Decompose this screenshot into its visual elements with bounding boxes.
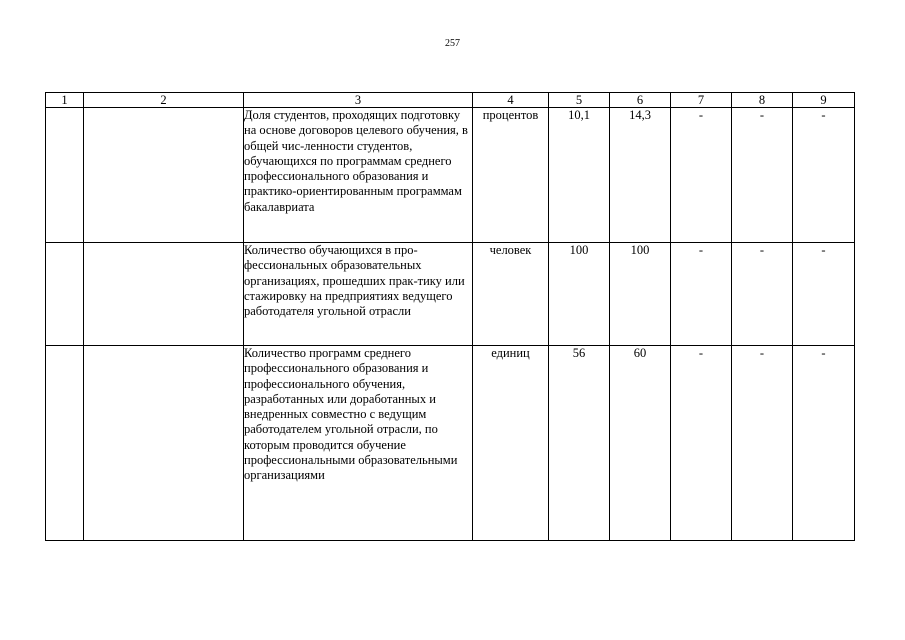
value-cell-5: 56 — [549, 346, 610, 541]
value-cell-9: - — [793, 346, 855, 541]
row-number-cell — [46, 243, 84, 346]
column-header: 3 — [244, 93, 473, 108]
value-cell-8: - — [732, 346, 793, 541]
column-header: 1 — [46, 93, 84, 108]
value-cell-7: - — [671, 108, 732, 243]
table-row — [46, 346, 855, 541]
table-row — [46, 243, 855, 346]
indicator-cell: Количество программ среднего профессионального образования и профессионального обучения, разработанных или доработанных и внедренных совместно с ведущим работодателем угольной отрасли, по которым проводится обучение профессиональными образовательными организациями — [244, 346, 473, 541]
column-header: 9 — [793, 93, 855, 108]
row-name-cell — [84, 346, 244, 541]
unit-cell: процентов — [473, 108, 549, 243]
value-cell-5: 100 — [549, 243, 610, 346]
column-header: 6 — [610, 93, 671, 108]
value-cell-7: - — [671, 243, 732, 346]
value-cell-5: 10,1 — [549, 108, 610, 243]
column-header: 2 — [84, 93, 244, 108]
value-cell-7: - — [671, 346, 732, 541]
value-cell-9: - — [793, 108, 855, 243]
indicator-cell: Доля студентов, проходящих подготовку на основе договоров целевого обучения, в общей чис-ленности студентов, обучающихся по программам среднего профессионального образования и практико-ориентированным программам бакалавриата — [244, 108, 473, 243]
page-number: 257 — [445, 38, 460, 49]
column-header: 5 — [549, 93, 610, 108]
unit-cell: единиц — [473, 346, 549, 541]
column-header: 8 — [732, 93, 793, 108]
table-header-row — [46, 93, 855, 108]
value-cell-6: 100 — [610, 243, 671, 346]
value-cell-6: 14,3 — [610, 108, 671, 243]
row-name-cell — [84, 108, 244, 243]
column-header: 4 — [473, 93, 549, 108]
table-row — [46, 108, 855, 243]
value-cell-8: - — [732, 243, 793, 346]
row-number-cell — [46, 108, 84, 243]
value-cell-9: - — [793, 243, 855, 346]
value-cell-8: - — [732, 108, 793, 243]
unit-cell: человек — [473, 243, 549, 346]
column-header: 7 — [671, 93, 732, 108]
value-cell-6: 60 — [610, 346, 671, 541]
row-name-cell — [84, 243, 244, 346]
indicator-cell: Количество обучающихся в про-фессиональных образовательных организациях, прошедших прак-тику или стажировку на предприятиях ведущего работодателя угольной отрасли — [244, 243, 473, 346]
indicators-table — [45, 92, 855, 541]
row-number-cell — [46, 346, 84, 541]
